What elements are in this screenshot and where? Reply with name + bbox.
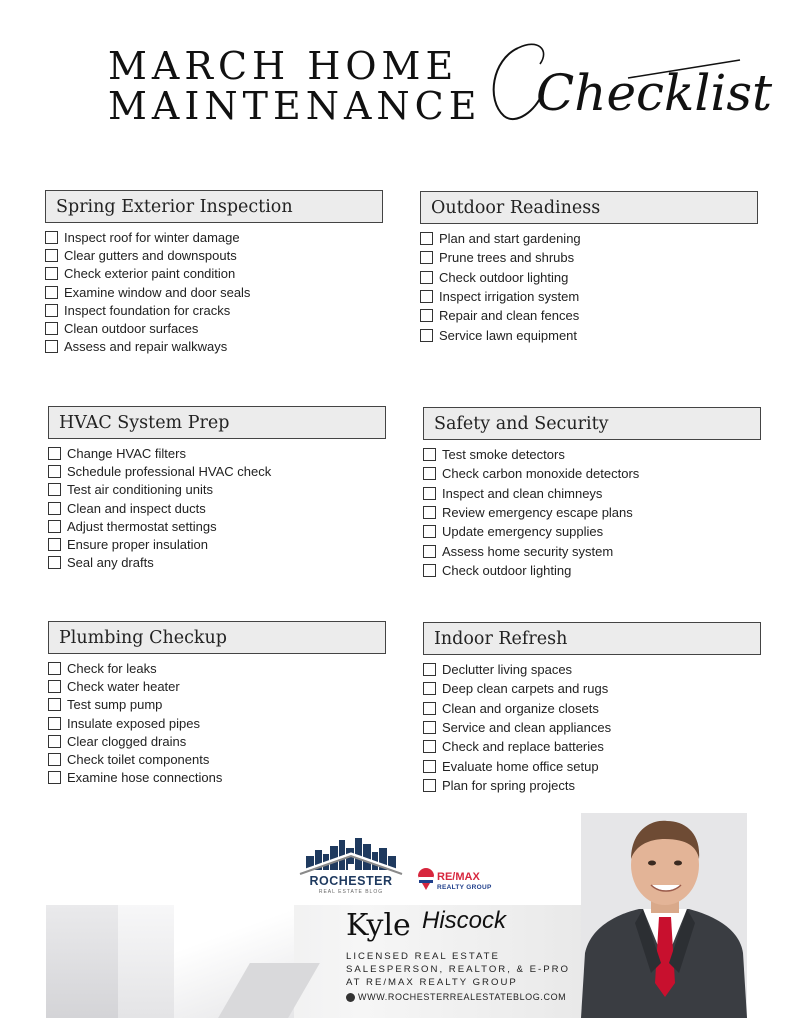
checkbox[interactable] (48, 717, 61, 730)
checkbox[interactable] (423, 740, 436, 753)
checklist-item (48, 714, 386, 732)
agent-first-name: Kyle (346, 908, 411, 943)
item-label: Change HVAC filters (67, 445, 186, 461)
checkbox[interactable] (45, 249, 58, 262)
checklist-item (423, 464, 761, 483)
checkbox[interactable] (420, 290, 433, 303)
item-label: Test smoke detectors (442, 447, 565, 463)
checklist (420, 229, 758, 345)
checkbox[interactable] (48, 771, 61, 784)
checkbox[interactable] (45, 322, 58, 335)
checklist-item (423, 522, 761, 541)
item-label: Examine window and door seals (64, 284, 251, 300)
section-header: Plumbing Checkup (48, 621, 386, 654)
checkbox[interactable] (423, 702, 436, 715)
credential-line: SALESPERSON, REALTOR, & E-PRO (346, 964, 570, 975)
checklist-item (48, 732, 386, 750)
item-label: Update emergency supplies (442, 524, 604, 540)
checkbox[interactable] (423, 721, 436, 734)
checklist-item (48, 462, 386, 480)
agent-website[interactable] (346, 992, 566, 1002)
item-label: Ensure proper insulation (67, 537, 208, 553)
checkbox[interactable] (48, 698, 61, 711)
checkbox[interactable] (423, 448, 436, 461)
checkbox[interactable] (48, 465, 61, 478)
checkbox[interactable] (48, 520, 61, 533)
item-label: Check outdoor lighting (439, 269, 569, 285)
rochester-name: ROCHESTER (309, 874, 393, 888)
checkbox[interactable] (48, 735, 61, 748)
item-label: Check water heater (67, 678, 180, 694)
remax-logo (416, 868, 496, 894)
item-label: Clean outdoor surfaces (64, 321, 199, 337)
item-label: Clear gutters and downspouts (64, 247, 237, 263)
checklist (45, 228, 383, 356)
checkbox[interactable] (420, 309, 433, 322)
item-label: Inspect roof for winter damage (64, 229, 240, 245)
checkbox[interactable] (423, 467, 436, 480)
item-label: Check for leaks (67, 660, 157, 676)
checkbox[interactable] (423, 506, 436, 519)
item-label: Plan for spring projects (442, 777, 575, 793)
item-label: Seal any drafts (67, 555, 154, 571)
rochester-sub: REAL ESTATE BLOG (318, 889, 384, 895)
checklist-item (45, 228, 383, 246)
checkbox[interactable] (423, 545, 436, 558)
page-title (108, 46, 481, 126)
section-outdoor (420, 191, 758, 345)
checklist-item (423, 737, 761, 756)
item-label: Schedule professional HVAC check (67, 463, 272, 479)
checklist-item (48, 696, 386, 714)
checklist-item (420, 268, 758, 287)
checkbox[interactable] (45, 267, 58, 280)
checklist-item (48, 677, 386, 695)
item-label: Plan and start gardening (439, 231, 581, 247)
item-label: Inspect and clean chimneys (442, 485, 603, 501)
checklist-item (423, 445, 761, 464)
checkbox[interactable] (423, 663, 436, 676)
checklist-item (45, 246, 383, 264)
item-label: Adjust thermostat settings (67, 518, 217, 534)
checklist (423, 445, 761, 580)
item-label: Check toilet components (67, 752, 210, 768)
credential-line: LICENSED REAL ESTATE (346, 951, 500, 962)
website-url: WWW.ROCHESTERREALESTATEBLOG.COM (358, 992, 567, 1002)
checklist (48, 659, 386, 787)
checkbox[interactable] (48, 483, 61, 496)
item-label: Evaluate home office setup (442, 758, 599, 774)
section-header: Spring Exterior Inspection (45, 190, 383, 223)
item-label: Test sump pump (67, 697, 163, 713)
checklist-item (48, 444, 386, 462)
item-label: Clear clogged drains (67, 733, 187, 749)
item-label: Declutter living spaces (442, 662, 573, 678)
checklist-item (423, 679, 761, 698)
agent-last-name: Hiscock (422, 907, 507, 934)
checklist-item (423, 776, 761, 795)
checkbox[interactable] (48, 556, 61, 569)
section-header: Indoor Refresh (423, 622, 761, 655)
checklist-script-text: Checklist (536, 64, 773, 122)
item-label: Examine hose connections (67, 770, 223, 786)
checklist-item (420, 287, 758, 306)
checklist-item (423, 660, 761, 679)
checklist-item (48, 659, 386, 677)
item-label: Assess and repair walkways (64, 339, 228, 355)
checklist-item (420, 248, 758, 267)
checkbox[interactable] (48, 753, 61, 766)
checklist-item (45, 265, 383, 283)
section-header: HVAC System Prep (48, 406, 386, 439)
checklist-item (420, 229, 758, 248)
item-label: Prune trees and shrubs (439, 250, 575, 266)
checklist-item (48, 535, 386, 553)
checklist-script-title (478, 30, 773, 150)
checklist-item (420, 325, 758, 344)
checklist-item (45, 301, 383, 319)
checklist-item (45, 338, 383, 356)
checkbox[interactable] (48, 538, 61, 551)
checklist-item (48, 769, 386, 787)
item-label: Deep clean carpets and rugs (442, 681, 609, 697)
item-label: Service lawn equipment (439, 327, 578, 343)
checkbox[interactable] (423, 779, 436, 792)
section-plumbing (48, 621, 386, 787)
checkbox[interactable] (423, 564, 436, 577)
checkbox[interactable] (48, 502, 61, 515)
checklist-item (423, 541, 761, 560)
remax-name: RE/MAX (437, 871, 480, 883)
item-label: Clean and inspect ducts (67, 500, 206, 516)
agent-credentials (346, 950, 570, 989)
item-label: Check exterior paint condition (64, 266, 236, 282)
rochester-logo (296, 834, 406, 896)
checkbox[interactable] (423, 682, 436, 695)
item-label: Repair and clean fences (439, 308, 580, 324)
checklist (423, 660, 761, 795)
checklist-item (423, 699, 761, 718)
checklist-item (48, 499, 386, 517)
checkbox[interactable] (423, 760, 436, 773)
checklist-item (48, 481, 386, 499)
checkbox[interactable] (420, 271, 433, 284)
checkbox[interactable] (420, 329, 433, 342)
checklist-item (48, 750, 386, 768)
item-label: Check outdoor lighting (442, 562, 572, 578)
checkbox[interactable] (45, 340, 58, 353)
credential-line: AT RE/MAX REALTY GROUP (346, 977, 518, 988)
checklist-item (48, 554, 386, 572)
section-indoor (423, 622, 761, 795)
section-exterior (45, 190, 383, 356)
item-label: Check carbon monoxide detectors (442, 466, 640, 482)
item-label: Inspect irrigation system (439, 289, 580, 305)
checklist-item (423, 484, 761, 503)
item-label: Assess home security system (442, 543, 614, 559)
item-label: Test air conditioning units (67, 482, 213, 498)
remax-sub: REALTY GROUP (437, 884, 492, 891)
checklist-item (45, 283, 383, 301)
checkbox[interactable] (420, 232, 433, 245)
item-label: Clean and organize closets (442, 700, 599, 716)
checklist-item (45, 319, 383, 337)
checkbox[interactable] (45, 286, 58, 299)
checklist (48, 444, 386, 572)
checkbox[interactable] (48, 680, 61, 693)
section-safety (423, 407, 761, 580)
agent-last-name-script (414, 896, 524, 944)
checklist-item (423, 756, 761, 775)
item-label: Check and replace batteries (442, 739, 604, 755)
title-line-2: MAINTENANCE (108, 84, 482, 128)
title-line-1: MARCH HOME (108, 44, 459, 88)
agent-portrait (581, 813, 747, 1018)
checklist-item (423, 718, 761, 737)
checkbox[interactable] (423, 487, 436, 500)
item-label: Review emergency escape plans (442, 505, 633, 521)
item-label: Insulate exposed pipes (67, 715, 200, 731)
checklist-item (423, 503, 761, 522)
globe-icon (346, 993, 355, 1002)
checkbox[interactable] (48, 447, 61, 460)
checkbox[interactable] (423, 525, 436, 538)
section-hvac (48, 406, 386, 572)
section-header: Safety and Security (423, 407, 761, 440)
checkbox[interactable] (45, 231, 58, 244)
item-label: Service and clean appliances (442, 720, 612, 736)
checkbox[interactable] (48, 662, 61, 675)
checklist-item (48, 517, 386, 535)
background-wall (46, 905, 118, 1018)
section-header: Outdoor Readiness (420, 191, 758, 224)
item-label: Inspect foundation for cracks (64, 302, 231, 318)
checkbox[interactable] (45, 304, 58, 317)
checkbox[interactable] (420, 251, 433, 264)
checklist-item (423, 561, 761, 580)
background-wall (118, 905, 174, 1018)
checklist-item (420, 306, 758, 325)
